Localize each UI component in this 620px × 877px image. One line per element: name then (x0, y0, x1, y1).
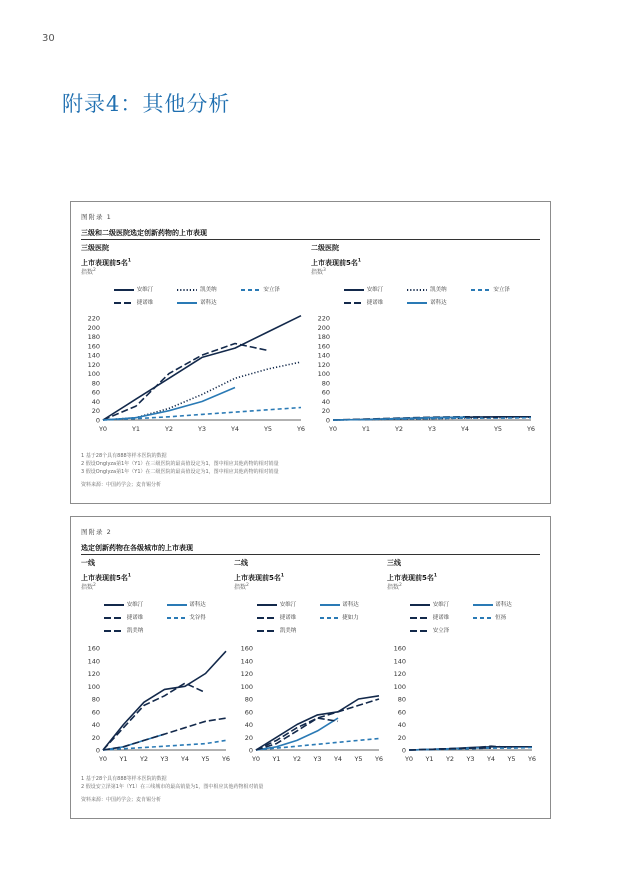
series-line (256, 718, 338, 750)
page-number: 30 (42, 33, 55, 44)
legend-label: 安维汀 (135, 287, 154, 293)
legend-swatch (406, 300, 428, 306)
legend-swatch (256, 615, 278, 621)
exhibit-label: 图附录 2 (81, 528, 112, 536)
series-line (103, 344, 268, 421)
legend (103, 600, 228, 638)
x-tick-label: Y4 (486, 755, 496, 763)
panel-subtitle: 上市表现前5名$^1$ (81, 573, 132, 582)
legend-swatch (472, 602, 494, 608)
x-tick-label: Y5 (507, 755, 516, 763)
legend-label: 诺科达 (428, 300, 447, 306)
series-line (256, 739, 379, 751)
footnote: 1 基于28个具有888等样本医院的数据 (81, 453, 167, 459)
y-tick-label: 60 (91, 708, 100, 717)
x-tick-label: Y5 (354, 755, 363, 763)
y-tick-label: 40 (91, 721, 100, 729)
panel-tier2-city (234, 558, 384, 768)
x-tick-label: Y4 (460, 425, 470, 433)
y-tick-label: 0 (401, 746, 406, 755)
legend-swatch (240, 287, 262, 293)
x-tick-label: Y2 (164, 425, 174, 433)
exhibit-1 (70, 201, 551, 504)
series-line (103, 718, 226, 750)
legend-label: 安维汀 (278, 602, 297, 608)
y-tick-label: 100 (317, 370, 330, 379)
legend-item (470, 285, 510, 293)
x-tick-label: Y1 (361, 425, 371, 433)
title-rule (81, 554, 540, 555)
footnotes (81, 452, 279, 489)
y-tick-label: 40 (321, 397, 330, 406)
y-tick-label: 140 (240, 657, 253, 666)
y-tick-label: 80 (91, 379, 100, 388)
legend (256, 600, 381, 638)
y-tick-label: 0 (248, 746, 253, 755)
legend-label: 安维汀 (431, 602, 450, 608)
legend-item (406, 298, 446, 306)
y-tick-label: 100 (393, 682, 406, 691)
legend-item (240, 285, 280, 293)
legend-swatch (409, 628, 431, 634)
legend-item (472, 613, 507, 621)
legend-swatch (166, 615, 188, 621)
y-tick-label: 60 (244, 708, 253, 717)
legend-item (409, 613, 449, 621)
panel-subtitle: 上市表现前5名$^1$ (81, 258, 132, 267)
exhibit-2 (70, 516, 551, 819)
y-tick-label: 140 (87, 351, 100, 360)
y-tick-label: 120 (87, 670, 100, 678)
legend-item (113, 285, 153, 293)
y-tick-label: 80 (91, 695, 100, 704)
y-tick-label: 40 (397, 721, 406, 729)
x-tick-label: Y3 (466, 755, 475, 763)
y-tick-label: 60 (91, 388, 100, 397)
legend-swatch (166, 602, 188, 608)
x-tick-label: Y3 (313, 755, 322, 763)
legend-label: 捷诺维 (135, 300, 154, 306)
y-tick-label: 120 (87, 360, 100, 369)
series-line (103, 651, 226, 750)
line-chart (387, 643, 537, 768)
footnote: 2 假设安立泽第1年（Y1）在三线城市的最高销量为1，图中相应其他药物相对销量 (81, 784, 264, 790)
y-tick-label: 200 (317, 323, 330, 332)
footnote: 3 假设Onglyza第1年（Y1）在二级医院的最高值设定为1，图中相应其他药物的相对销量 (81, 469, 279, 475)
y-tick-label: 20 (244, 733, 253, 742)
x-tick-label: Y0 (404, 755, 414, 763)
panel-title: 三线 (387, 559, 401, 567)
y-tick-label: 0 (95, 416, 100, 425)
legend-label: 凯美纳 (278, 628, 297, 634)
x-tick-label: Y6 (374, 755, 384, 763)
y-tick-label: 160 (240, 644, 253, 653)
panel-title: 二级医院 (311, 244, 339, 252)
legend-item (472, 600, 512, 608)
y-tick-label: 160 (87, 342, 100, 351)
exhibit-title: 三级和二级医院选定创新药物的上市表现 (81, 229, 207, 237)
panel-title: 二线 (234, 559, 248, 567)
y-tick-label: 0 (95, 746, 100, 755)
legend-label: 捷诺维 (125, 615, 144, 621)
y-tick-label: 120 (240, 670, 253, 678)
y-tick-label: 220 (317, 314, 330, 323)
series-line (103, 362, 301, 420)
legend (343, 285, 533, 309)
panel-unit: 指数$^2$ (81, 268, 96, 276)
x-tick-label: Y3 (160, 755, 169, 763)
legend-swatch (113, 287, 135, 293)
legend-label: 诺科达 (187, 602, 206, 608)
line-chart (234, 643, 384, 768)
legend-label: 安立泽 (431, 628, 450, 634)
y-tick-label: 160 (87, 644, 100, 653)
legend-label: 捷如力 (340, 615, 359, 621)
x-tick-label: Y6 (221, 755, 231, 763)
legend-item (103, 626, 143, 634)
legend-swatch (176, 300, 198, 306)
legend-swatch (406, 287, 428, 293)
legend-label: 戈谷得 (187, 615, 206, 621)
legend-swatch (409, 615, 431, 621)
footnote: 2 假设Onglyza第1年（Y1）在三级医院的最高值设定为1，图中相应其他药物的相对销量 (81, 461, 279, 467)
y-tick-label: 180 (87, 333, 100, 342)
legend (113, 285, 303, 309)
legend-label: 诺科达 (340, 602, 359, 608)
legend-swatch (256, 628, 278, 634)
panel-subtitle: 上市表现前5名$^1$ (387, 573, 438, 582)
y-tick-label: 20 (91, 733, 100, 742)
legend-item (409, 600, 449, 608)
panel-unit: 指数$^2$ (234, 583, 249, 591)
legend-item (409, 626, 449, 634)
x-tick-label: Y5 (201, 755, 210, 763)
legend-swatch (470, 287, 492, 293)
y-tick-label: 80 (321, 379, 330, 388)
x-tick-label: Y1 (272, 755, 281, 763)
y-tick-label: 40 (244, 721, 253, 729)
y-tick-label: 60 (397, 708, 406, 717)
x-tick-label: Y0 (98, 755, 108, 763)
legend-swatch (256, 602, 278, 608)
y-tick-label: 140 (87, 657, 100, 666)
source-note: 资料来源：中国药学会；麦肯锡分析 (81, 482, 162, 488)
series-line (256, 718, 338, 750)
x-tick-label: Y6 (296, 425, 306, 433)
y-tick-label: 180 (317, 333, 330, 342)
y-tick-label: 140 (317, 351, 330, 360)
legend-swatch (103, 628, 125, 634)
legend-label: 安立泽 (261, 287, 280, 293)
y-tick-label: 120 (317, 360, 330, 369)
legend-swatch (343, 300, 365, 306)
x-tick-label: Y5 (263, 425, 273, 433)
series-line (103, 388, 235, 421)
panel-tier1-city (81, 558, 231, 768)
legend-label: 恒扬 (493, 615, 507, 621)
y-tick-label: 160 (317, 342, 330, 351)
legend-label: 捷诺维 (365, 300, 384, 306)
y-tick-label: 0 (325, 416, 330, 425)
series-line (103, 683, 206, 750)
x-tick-label: Y1 (425, 755, 434, 763)
y-tick-label: 80 (244, 695, 253, 704)
legend-label: 安维汀 (365, 287, 384, 293)
y-tick-label: 100 (240, 682, 253, 691)
y-tick-label: 120 (393, 670, 406, 678)
x-tick-label: Y4 (333, 755, 343, 763)
y-tick-label: 20 (321, 407, 330, 416)
series-line (256, 699, 379, 750)
x-tick-label: Y1 (131, 425, 141, 433)
legend-swatch (113, 300, 135, 306)
legend-label: 安立泽 (491, 287, 510, 293)
legend-label: 凯美纳 (198, 287, 217, 293)
panel-unit: 指数$^3$ (311, 268, 326, 276)
legend-label: 安维汀 (125, 602, 144, 608)
legend-item (166, 613, 206, 621)
legend-swatch (319, 615, 341, 621)
legend-item (166, 600, 206, 608)
legend-item (343, 285, 383, 293)
y-tick-label: 220 (87, 314, 100, 323)
legend-label: 诺科达 (198, 300, 217, 306)
x-tick-label: Y4 (230, 425, 240, 433)
legend-item (343, 298, 383, 306)
source-note: 资料来源：中国药学会；麦肯锡分析 (81, 797, 162, 803)
panel-subtitle: 上市表现前5名$^1$ (234, 573, 285, 582)
x-tick-label: Y4 (180, 755, 190, 763)
legend-item (319, 613, 359, 621)
y-tick-label: 40 (91, 397, 100, 406)
panel-unit: 指数$^2$ (81, 583, 96, 591)
legend-item (176, 285, 216, 293)
x-tick-label: Y5 (493, 425, 503, 433)
y-tick-label: 140 (393, 657, 406, 666)
panel-title: 一线 (81, 559, 95, 567)
x-tick-label: Y2 (445, 755, 455, 763)
legend-swatch (103, 602, 125, 608)
y-tick-label: 160 (393, 644, 406, 653)
x-tick-label: Y6 (526, 425, 536, 433)
y-tick-label: 80 (397, 695, 406, 704)
title-rule (81, 239, 540, 240)
panel-tier3-hospital (81, 243, 306, 433)
y-tick-label: 60 (321, 388, 330, 397)
legend-item (103, 613, 143, 621)
panel-subtitle: 上市表现前5名$^1$ (311, 258, 362, 267)
legend-swatch (176, 287, 198, 293)
legend-item (406, 285, 446, 293)
x-tick-label: Y0 (328, 425, 338, 433)
legend-item (256, 626, 296, 634)
legend-label: 凯美纳 (428, 287, 447, 293)
y-tick-label: 100 (87, 370, 100, 379)
line-chart (311, 313, 536, 438)
x-tick-label: Y2 (394, 425, 404, 433)
y-tick-label: 100 (87, 682, 100, 691)
line-chart (81, 643, 231, 768)
legend-swatch (103, 615, 125, 621)
legend-item (113, 298, 153, 306)
y-tick-label: 20 (91, 407, 100, 416)
panel-tier3-city (387, 558, 537, 768)
exhibit-label: 图附录 1 (81, 213, 112, 221)
footnote: 1 基于28个具有888等样本医院的数据 (81, 776, 167, 782)
x-tick-label: Y2 (292, 755, 302, 763)
legend (409, 600, 534, 638)
panel-title: 三级医院 (81, 244, 109, 252)
x-tick-label: Y6 (527, 755, 537, 763)
legend-item (103, 600, 143, 608)
legend-swatch (343, 287, 365, 293)
legend-label: 捷诺维 (278, 615, 297, 621)
legend-swatch (472, 615, 494, 621)
legend-label: 诺科达 (493, 602, 512, 608)
legend-label: 凯美纳 (125, 628, 144, 634)
x-tick-label: Y1 (119, 755, 128, 763)
x-tick-label: Y3 (427, 425, 437, 433)
y-tick-label: 200 (87, 323, 100, 332)
panel-unit: 指数$^2$ (387, 583, 402, 591)
series-line (103, 740, 226, 750)
legend-label: 捷诺维 (431, 615, 450, 621)
footnotes (81, 775, 263, 804)
legend-item (256, 600, 296, 608)
exhibit-title: 选定创新药物在各级城市的上市表现 (81, 544, 193, 552)
y-tick-label: 20 (397, 733, 406, 742)
page-title: 附录4：其他分析 (62, 92, 231, 116)
x-tick-label: Y2 (139, 755, 149, 763)
legend-item (256, 613, 296, 621)
panel-tier2-hospital (311, 243, 536, 433)
x-tick-label: Y0 (98, 425, 108, 433)
legend-item (319, 600, 359, 608)
line-chart (81, 313, 306, 438)
legend-item (176, 298, 216, 306)
x-tick-label: Y0 (251, 755, 261, 763)
legend-swatch (409, 602, 431, 608)
series-line (103, 316, 301, 420)
legend-swatch (319, 602, 341, 608)
x-tick-label: Y3 (197, 425, 207, 433)
